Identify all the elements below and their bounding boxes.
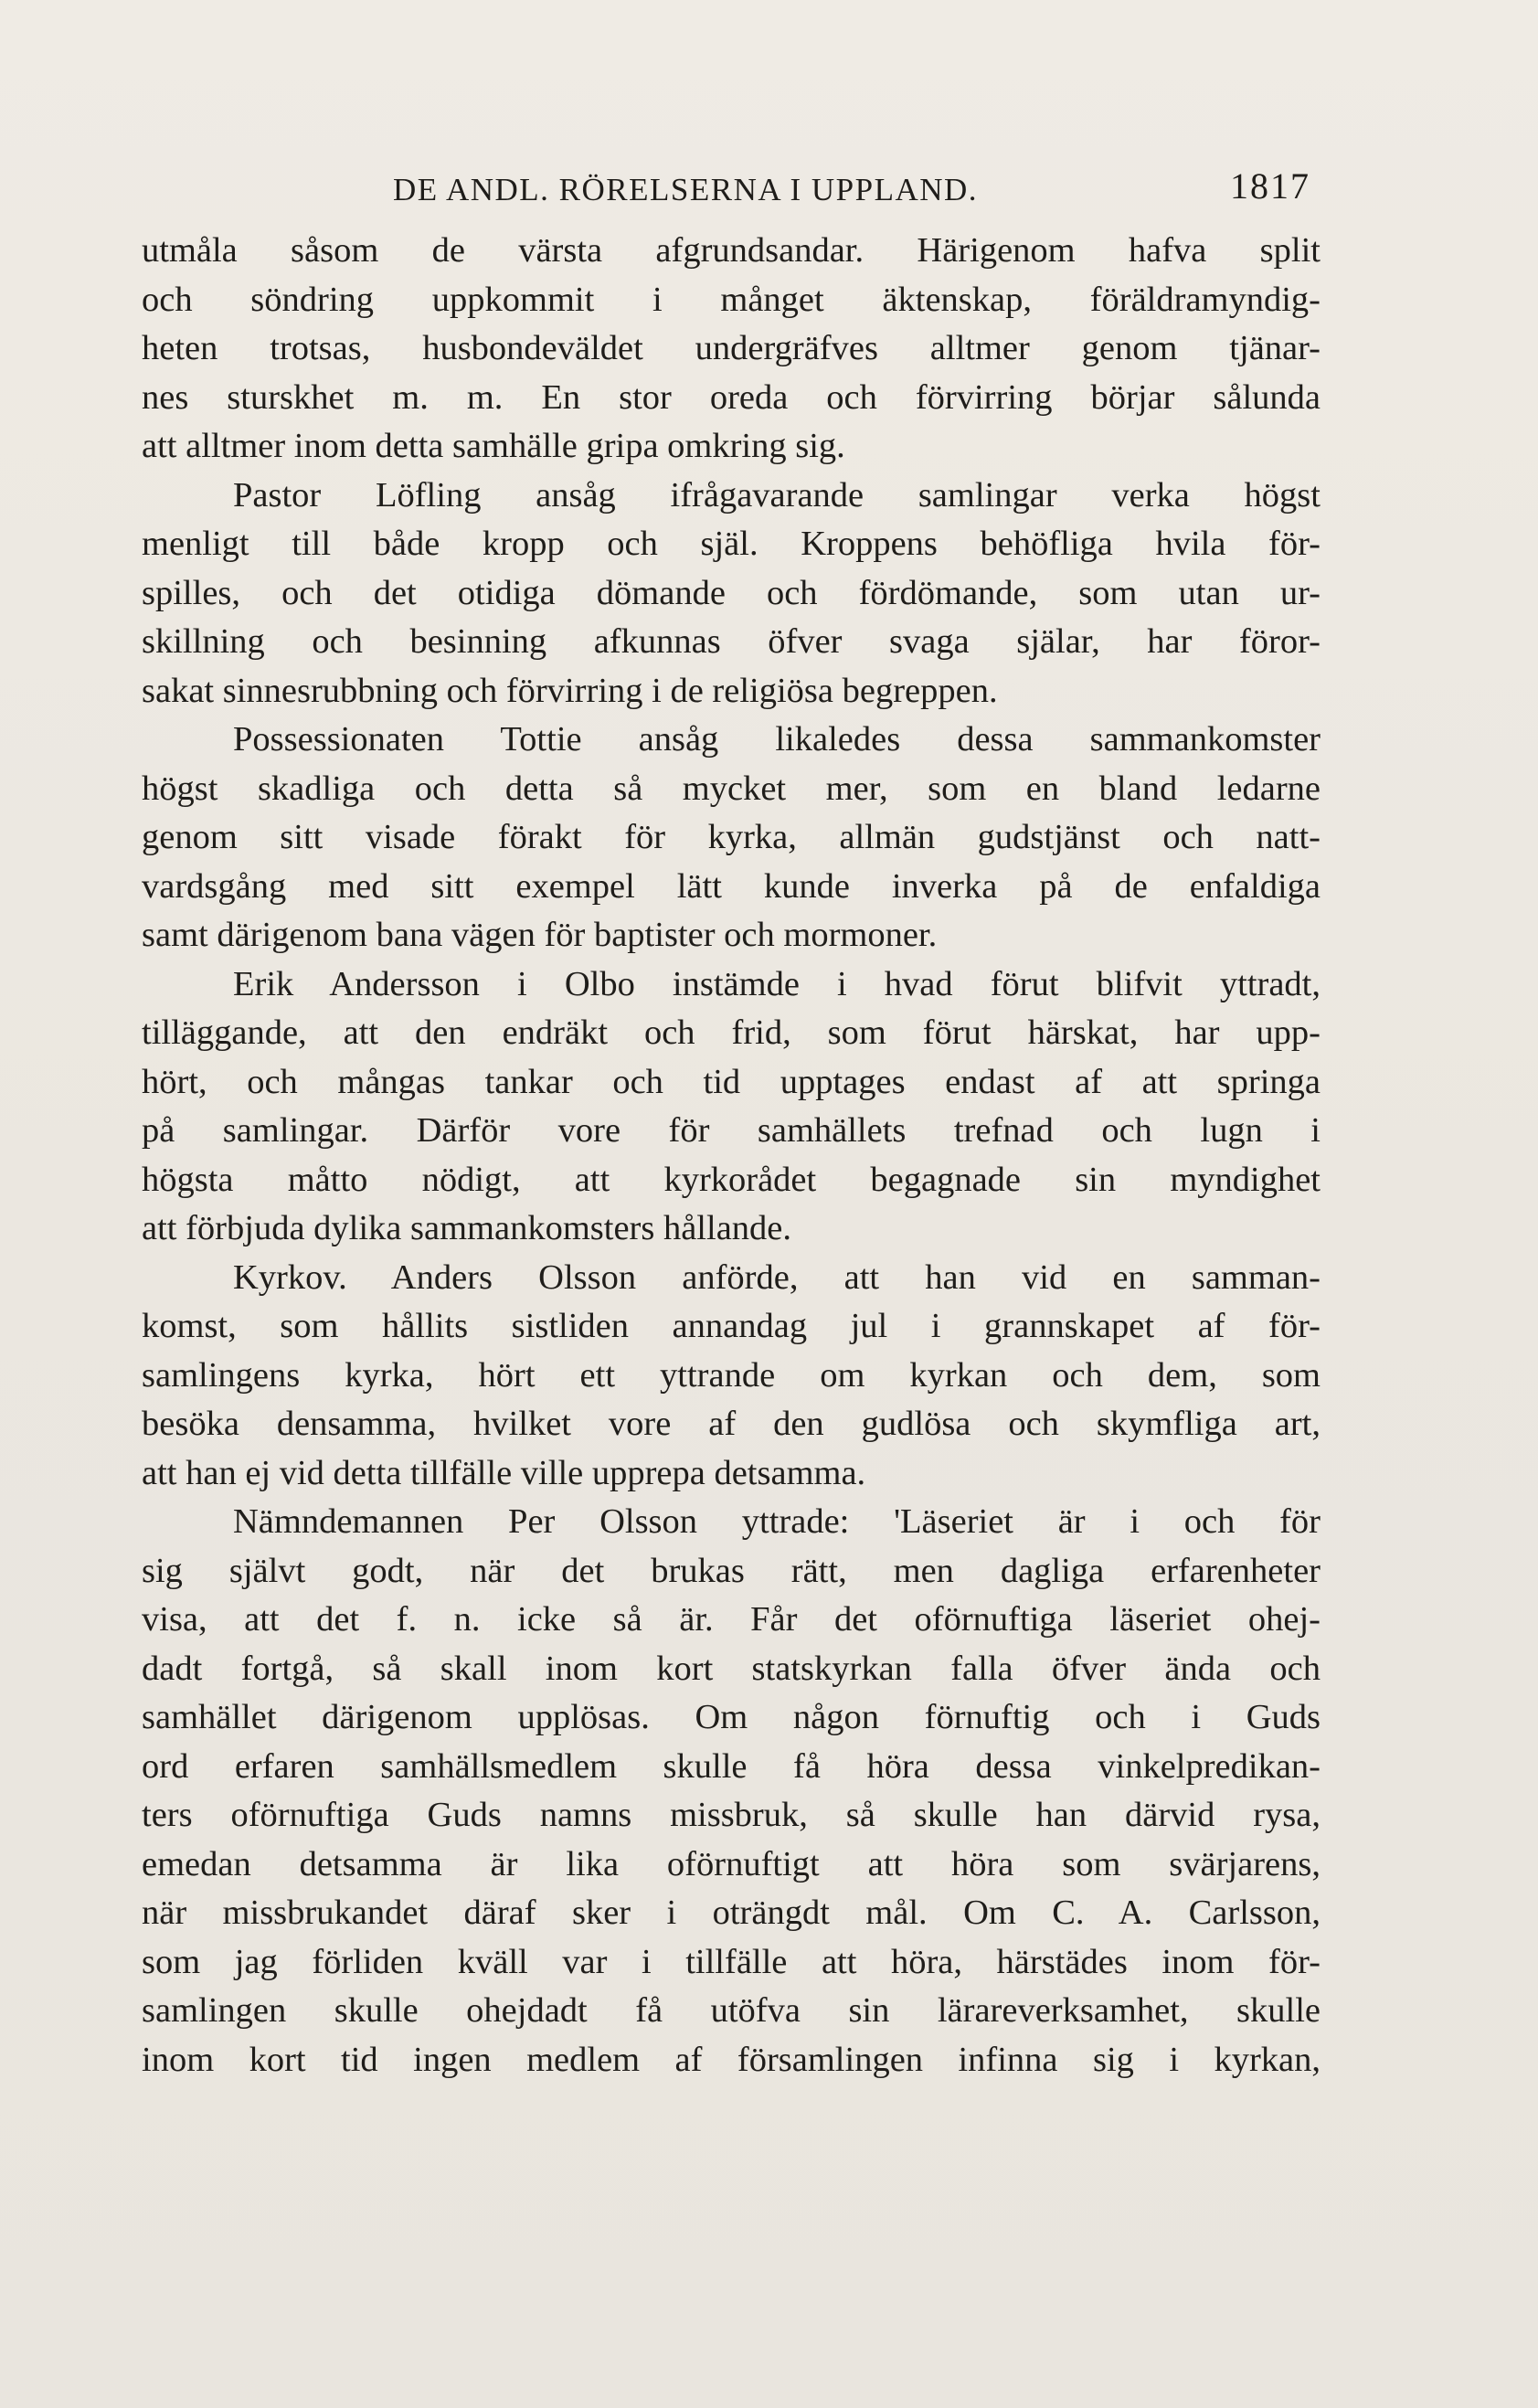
body-text <box>142 227 1321 2084</box>
text-line: utmåla såsom de värsta afgrundsandar. Härigenom hafva split <box>142 231 1321 270</box>
text-line: att förbjuda dylika sammankomsters hållande. <box>142 1209 791 1247</box>
text-line: emedan detsamma är lika oförnuftigt att höra som svärjarens, <box>142 1844 1321 1883</box>
text-line: ters oförnuftiga Guds namns missbruk, så skulle han därvid rysa, <box>142 1796 1321 1834</box>
text-line: samt därigenom bana vägen för baptister och mormoner. <box>142 916 938 954</box>
text-line: skillning och besinning afkunnas öfver svaga själar, har föror- <box>142 622 1321 661</box>
text-line: vardsgång med sitt exempel lätt kunde inverka på de enfaldiga <box>142 866 1321 906</box>
page-header <box>0 163 1538 217</box>
text-line: besöka densamma, hvilket vore af den gudlösa och skymfliga art, <box>142 1405 1321 1443</box>
page-number: 1817 <box>1230 165 1310 207</box>
text-line: heten trotsas, husbondeväldet undergräfves alltmer genom tjänar- <box>142 329 1321 367</box>
running-title: DE ANDL. RÖRELSERNA I UPPLAND. <box>393 172 979 207</box>
text-line: på samlingar. Därför vore för samhällets trefnad och lugn i <box>142 1111 1321 1150</box>
text-line: samlingen skulle ohejdadt få utöfva sin lärareverksamhet, skulle <box>142 1991 1321 2030</box>
text-line: ord erfaren samhällsmedlem skulle få höra dessa vinkelpredikan- <box>142 1746 1321 1786</box>
text-line: sakat sinnesrubbning och förvirring i de religiösa begreppen. <box>142 671 998 710</box>
text-line: visa, att det f. n. icke så är. Får det oförnuftiga läseriet ohej- <box>142 1600 1321 1639</box>
text-line: spilles, och det otidiga dömande och fördömande, som utan ur- <box>142 573 1321 612</box>
text-line: Nämndemannen Per Olsson yttrade: 'Läseriet är i och för <box>233 1502 1321 1541</box>
text-line: samhället därigenom upplösas. Om någon förnuftig och i Guds <box>142 1698 1321 1736</box>
text-line: och söndring uppkommit i månget äktenskap, föräldramyndig- <box>142 280 1321 319</box>
text-line: komst, som hållits sistliden annandag jul i grannskapet af för- <box>142 1307 1321 1345</box>
text-line: nes sturskhet m. m. En stor oreda och förvirring börjar sålunda <box>142 377 1321 417</box>
text-line: högst skadliga och detta så mycket mer, som en bland ledarne <box>142 769 1321 808</box>
text-line: hört, och mångas tankar och tid upptages endast af att springa <box>142 1062 1321 1101</box>
text-line: Erik Andersson i Olbo instämde i hvad förut blifvit yttradt, <box>233 964 1321 1003</box>
text-line: Possessionaten Tottie ansåg likaledes dessa sammankomster <box>233 720 1321 758</box>
text-line: menligt till både kropp och själ. Kroppens behöfliga hvila för- <box>142 525 1321 563</box>
text-line: genom sitt visade förakt för kyrka, allmän gudstjänst och natt- <box>142 818 1321 856</box>
text-line: Kyrkov. Anders Olsson anförde, att han vid en samman- <box>233 1257 1321 1297</box>
text-line: inom kort tid ingen medlem af församlingen infinna sig i kyrkan, <box>142 2040 1321 2079</box>
text-line: högsta måtto nödigt, att kyrkorådet begagnade sin myndighet <box>142 1160 1321 1199</box>
text-line: tilläggande, att den endräkt och frid, som förut härskat, har upp- <box>142 1013 1321 1052</box>
text-line: när missbrukandet däraf sker i oträngdt mål. Om C. A. Carlsson, <box>142 1894 1321 1932</box>
text-line: samlingens kyrka, hört ett yttrande om kyrkan och dem, som <box>142 1355 1321 1395</box>
text-line: sig självt godt, när det brukas rätt, men dagliga erfarenheter <box>142 1551 1321 1590</box>
text-line: som jag förliden kväll var i tillfälle att höra, härstädes inom för- <box>142 1942 1321 1981</box>
text-line: att alltmer inom detta samhälle gripa omkring sig. <box>142 427 845 465</box>
text-line: Pastor Löfling ansåg ifrågavarande samlingar verka högst <box>233 475 1321 514</box>
text-line: dadt fortgå, så skall inom kort statskyrkan falla öfver ända och <box>142 1649 1321 1688</box>
text-line: att han ej vid detta tillfälle ville upprepa detsamma. <box>142 1453 866 1492</box>
